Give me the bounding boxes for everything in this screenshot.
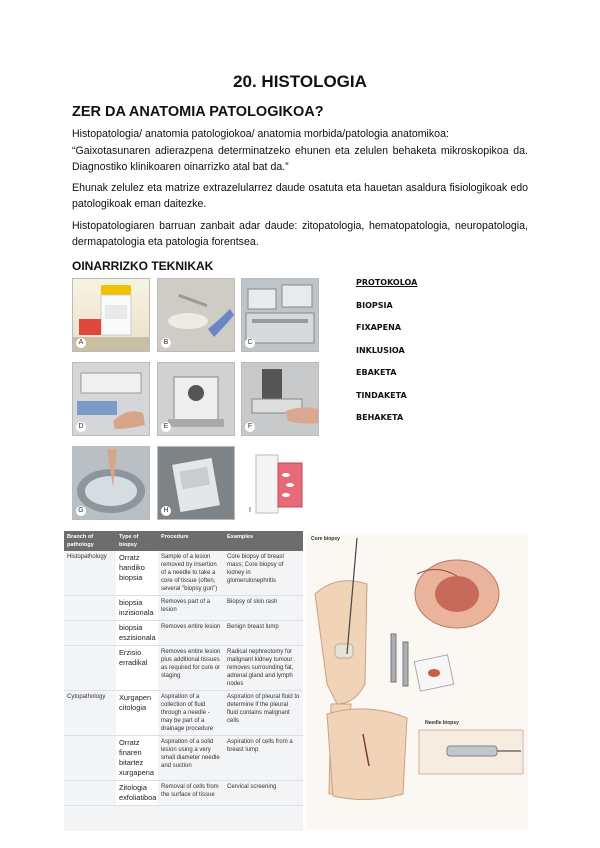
photo-label: I: [245, 506, 255, 516]
cell-branch: Histopathology: [64, 551, 116, 596]
anatomy-tag-needle-biopsy: Needle biopsy: [425, 720, 459, 726]
column-header: Type of biopsy: [116, 531, 158, 551]
cell-branch: Cytopathology: [64, 691, 116, 736]
step-inklusioa: INKLUSIOA: [356, 345, 405, 355]
photo-microtome: [157, 362, 235, 436]
cell-examples: Benign breast lump: [224, 621, 303, 646]
cell-type: Xurgapen citologia: [116, 691, 158, 736]
cell-procedure: Removal of cells from the surface of tissue: [158, 781, 224, 806]
cell-procedure: Removes entire lesion: [158, 621, 224, 646]
paragraph-tissues: Ehunak zelulez eta matrize extrazelularrez daude osatuta eta hauetan asaldura fisiologikoak edo patologikoak eman daitezke.: [72, 182, 528, 210]
paragraph-branches: Histopatologiaren barruan zanbait adar daude: zitopatologia, hematopatologia, neuropatologia, dermapatologia eta patologia forentsea.: [72, 220, 528, 248]
biopsy-types-table: [64, 531, 303, 831]
column-header: Procedure: [158, 531, 224, 551]
cell-examples: Aspiration of cells from a breast lump: [224, 736, 303, 781]
cell-type: Erzisio erradikal: [116, 646, 158, 691]
cell-branch: [64, 646, 116, 691]
photo-fixation-machine: [241, 278, 319, 352]
table-header-row: [64, 531, 303, 551]
photo-label: F: [245, 422, 255, 432]
section-heading-anatomia: ZER DA ANATOMIA PATOLOGIKOA?: [72, 104, 324, 120]
cell-type: Orratz finaren bitartez xurgapena: [116, 736, 158, 781]
table-row: [64, 736, 303, 781]
step-protokoloa: PROTOKOLOA: [356, 278, 418, 287]
photo-label: A: [76, 338, 86, 348]
step-tindaketa: TINDAKETA: [356, 390, 407, 400]
photo-label: C: [245, 338, 255, 348]
table-row: [64, 691, 303, 736]
step-ebaketa: EBAKETA: [356, 368, 397, 377]
cell-branch: [64, 781, 116, 806]
paragraph-definition-quote: “Gaixotasunaren adierazpena determinatzeko ehunen eta zelulen behaketa mikroskopikoa da. Diagnostiko klinikoaren oinarrizko atal bat da.”: [72, 145, 528, 173]
anatomy-drawing: [307, 534, 528, 830]
cell-type: Orratz handiko biopsia: [116, 551, 158, 596]
table-row: [64, 621, 303, 646]
cell-type: biopsia eszisionala: [116, 621, 158, 646]
cell-examples: Cervical screening: [224, 781, 303, 806]
step-biopsia: BIOPSIA: [356, 300, 393, 310]
table-row: [64, 646, 303, 691]
technique-steps-list: [356, 278, 417, 436]
paragraph-definition-intro: Histopatologia/ anatomia patologiokoa/ anatomia morbida/patologia anatomikoa:: [72, 128, 449, 140]
table-row: [64, 781, 303, 806]
section-heading-teknikak: OINARRIZKO TEKNIKAK: [72, 259, 214, 273]
photo-sectioning: [241, 362, 319, 436]
cell-branch: [64, 736, 116, 781]
anatomy-tag-core-biopsy: Core biopsy: [311, 536, 340, 542]
cell-procedure: Aspiration of a solid lesion using a very small diameter needle and suction: [158, 736, 224, 781]
cell-procedure: Removes entire lesion plus additional tissues as required for cure or staging: [158, 646, 224, 691]
column-header: Branch of pathology: [64, 531, 116, 551]
column-header: Examples: [224, 531, 303, 551]
cell-examples: Radical nephrectomy for malignant kidney tumour removes surrounding fat, adrenal gland and lymph nodes: [224, 646, 303, 691]
photo-slide-staining: [157, 446, 235, 520]
cell-procedure: Sample of a lesion removed by insertion of a needle to take a core of tissue (often, several "biopsy gun"): [158, 551, 224, 596]
photo-label: E: [161, 422, 171, 432]
photo-embedding-station: [72, 362, 150, 436]
cell-type: biopsia inzisionala: [116, 596, 158, 621]
step-behaketa: BEHAKETA: [356, 413, 404, 422]
photo-label: D: [76, 422, 86, 432]
cell-procedure: Aspiration of a collection of fluid through a needle - may be part of a drainage procedure: [158, 691, 224, 736]
cell-branch: [64, 596, 116, 621]
photo-stained-slide: [241, 446, 319, 520]
photo-water-bath: [72, 446, 150, 520]
cell-procedure: Removes part of a lesion: [158, 596, 224, 621]
step-fixapena: FIXAPENA: [356, 323, 402, 332]
cell-examples: Core biopsy of breast mass; Core biopsy of kidney in glomerulonephritis: [224, 551, 303, 596]
photo-label: G: [76, 506, 86, 516]
cell-examples: Biopsy of skin rash: [224, 596, 303, 621]
photo-label: H: [161, 506, 171, 516]
photo-specimen-container: [72, 278, 150, 352]
cell-branch: [64, 621, 116, 646]
photo-biopsy-sampling: [157, 278, 235, 352]
table-row: [64, 596, 303, 621]
biopsy-anatomy-illustration: [307, 534, 528, 830]
cell-examples: Aspiration of pleural fluid to determine if the pleural fluid contains malignant cells: [224, 691, 303, 736]
table-row: [64, 551, 303, 596]
cell-type: Zitologia exfoliatiboa: [116, 781, 158, 806]
photo-label: B: [161, 338, 171, 348]
page-title: 20. HISTOLOGIA: [233, 72, 367, 91]
